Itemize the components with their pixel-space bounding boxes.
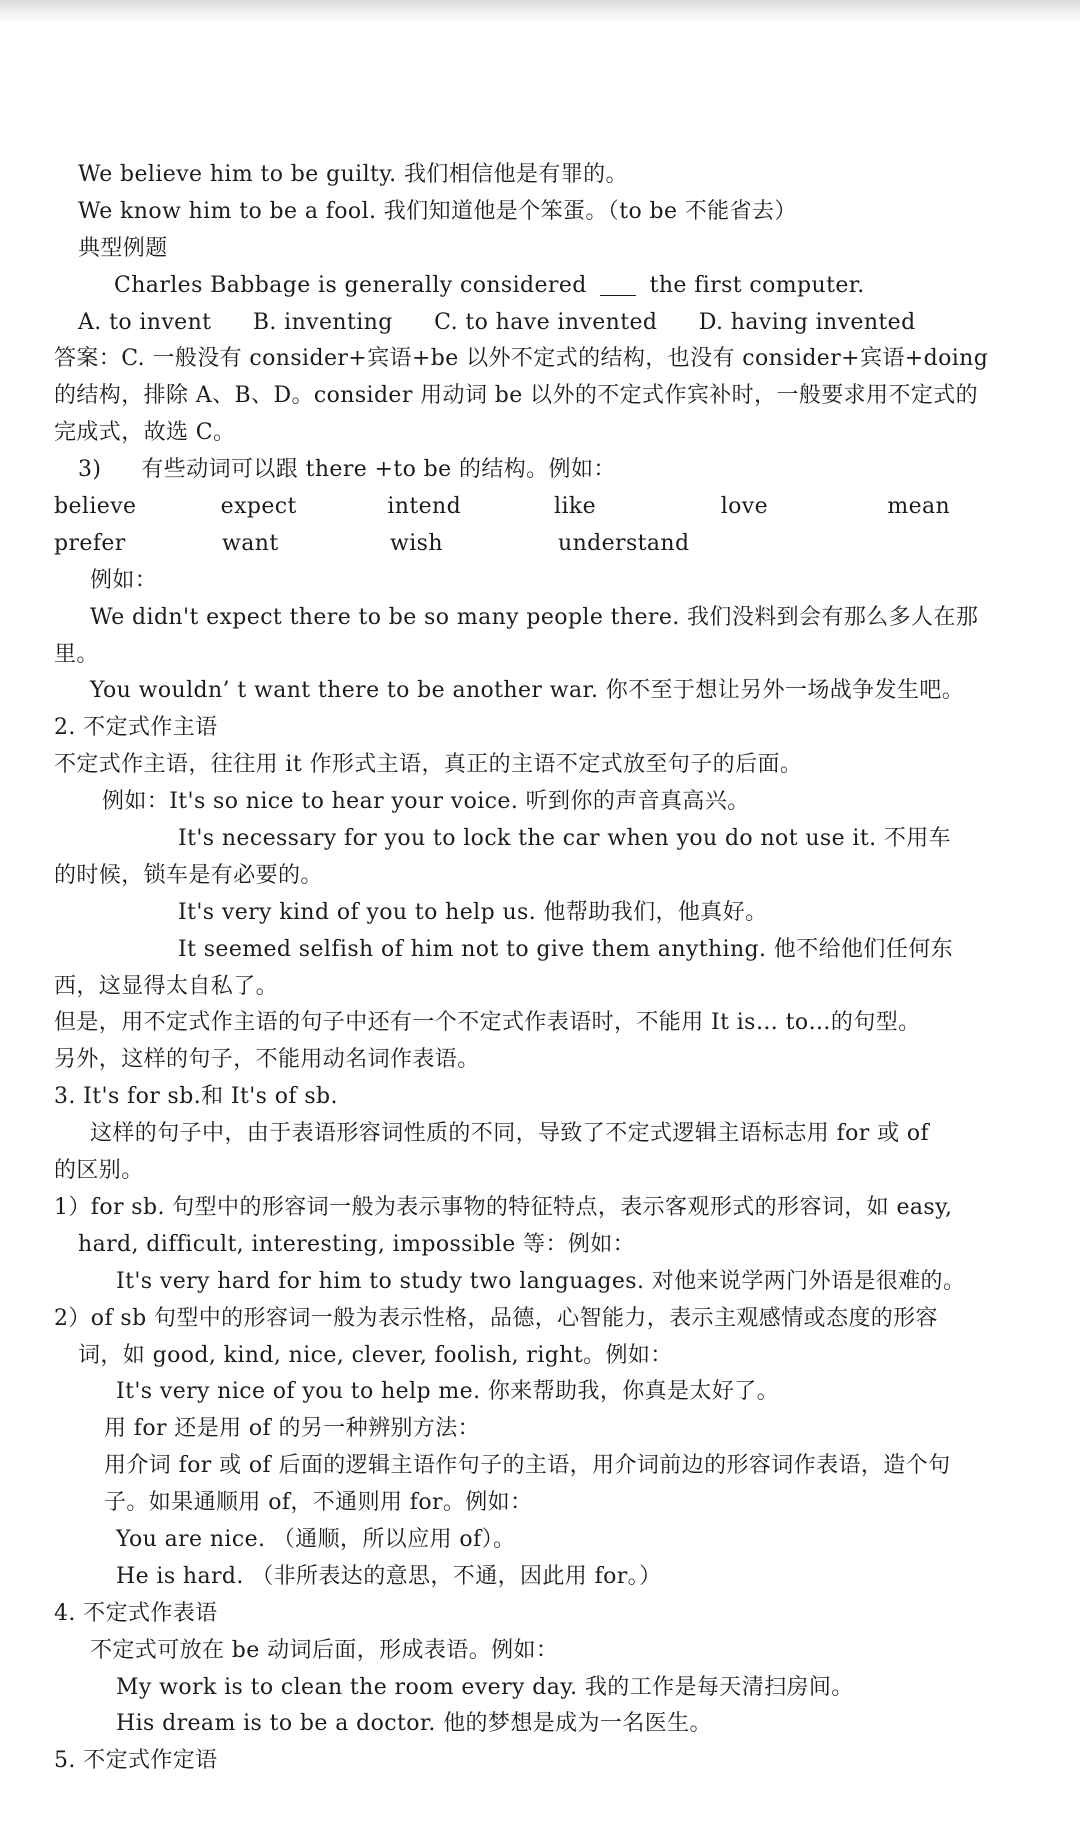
answer-explanation: 完成式，故选 C。 bbox=[54, 420, 236, 446]
example-label: 例如： bbox=[90, 567, 158, 593]
section-heading: 2. 不定式作主语 bbox=[54, 715, 218, 741]
top-shadow bbox=[0, 0, 1080, 22]
option-d: D. having invented bbox=[698, 309, 916, 335]
example-sentence: 西，这显得太自私了。 bbox=[54, 973, 279, 999]
paragraph: 子。如果通顺用 of，不通则用 for。例如： bbox=[104, 1490, 533, 1516]
question-text-start: Charles Babbage is generally considered bbox=[114, 272, 587, 298]
section-heading: 5. 不定式作定语 bbox=[54, 1748, 218, 1774]
rule-item: 词，如 good, kind, nice, clever, foolish, right。例如： bbox=[78, 1342, 673, 1368]
example-sentence: It's very nice of you to help me. 你来帮助我，你真是太好了。 bbox=[116, 1379, 780, 1405]
verb-item: wish bbox=[390, 530, 443, 556]
paragraph: 不定式可放在 be 动词后面，形成表语。例如： bbox=[90, 1637, 559, 1663]
example-sentence: It's very kind of you to help us. 他帮助我们，他真好。 bbox=[178, 899, 768, 925]
example-sentence: We know him to be a fool. 我们知道他是个笨蛋。（to be 不能省去） bbox=[78, 198, 797, 224]
verb-list bbox=[54, 526, 1054, 563]
document-page bbox=[54, 157, 1054, 1780]
verb-item: want bbox=[222, 530, 279, 556]
example-sentence: We didn't expect there to be so many people there. 我们没料到会有那么多人在那 bbox=[90, 604, 979, 630]
section-label: 典型例题 bbox=[78, 235, 168, 261]
verb-item: intend bbox=[387, 494, 462, 520]
verb-list bbox=[54, 489, 1054, 526]
verb-item: understand bbox=[558, 530, 690, 556]
paragraph: 但是，用不定式作主语的句子中还有一个不定式作表语时，不能用 It is… to…的句型。 bbox=[54, 1010, 921, 1036]
option-a: A. to invent bbox=[78, 309, 212, 335]
paragraph: 不定式作主语，往往用 it 作形式主语，真正的主语不定式放至句子的后面。 bbox=[54, 752, 803, 778]
point-text: 有些动词可以跟 there +to be 的结构。例如： bbox=[141, 457, 616, 483]
example-sentence: His dream is to be a doctor. 他的梦想是成为一名医生。 bbox=[116, 1711, 712, 1737]
option-c: C. to have invented bbox=[434, 309, 658, 335]
section-heading: 3. It's for sb.和 It's of sb. bbox=[54, 1084, 338, 1110]
example-sentence: It's necessary for you to lock the car when you do not use it. 不用车 bbox=[178, 826, 952, 852]
example-sentence: My work is to clean the room every day. 我的工作是每天清扫房间。 bbox=[116, 1674, 854, 1700]
paragraph: 用介词 for 或 of 后面的逻辑主语作句子的主语，用介词前边的形容词作表语，造个句 bbox=[104, 1453, 951, 1479]
answer-explanation: 的结构，排除 A、B、D。consider 用动词 be 以外的不定式作宾补时，一般要求用不定式的 bbox=[54, 383, 979, 409]
example-sentence: It seemed selfish of him not to give them anything. 他不给他们任何东 bbox=[178, 936, 953, 962]
example-sentence: He is hard. （非所表达的意思，不通，因此用 for。） bbox=[116, 1563, 662, 1589]
example-sentence: We believe him to be guilty. 我们相信他是有罪的。 bbox=[78, 162, 628, 187]
verb-item: expect bbox=[220, 494, 297, 520]
paragraph: 的区别。 bbox=[54, 1158, 144, 1184]
verb-item: like bbox=[554, 494, 597, 520]
rule-item: hard, difficult, interesting, impossible 等：例如： bbox=[78, 1231, 636, 1257]
answer-blank bbox=[600, 275, 636, 296]
example-sentence: You are nice. （通顺，所以应用 of）。 bbox=[116, 1526, 516, 1552]
verb-item: prefer bbox=[54, 530, 126, 556]
point-number: 3) bbox=[78, 457, 102, 483]
paragraph: 另外，这样的句子，不能用动名词作表语。 bbox=[54, 1047, 480, 1073]
rule-item: 2）of sb 句型中的形容词一般为表示性格，品德，心智能力，表示主观感情或态度的形容 bbox=[54, 1305, 938, 1331]
example-sentence: You wouldn’ t want there to be another war. 你不至于想让另外一场战争发生吧。 bbox=[90, 678, 965, 704]
example-sentence: 的时候，锁车是有必要的。 bbox=[54, 862, 323, 888]
option-b: B. inventing bbox=[252, 309, 393, 335]
answer-explanation: 答案：C. 一般没有 consider+宾语+be 以外不定式的结构，也没有 consider+宾语+doing bbox=[54, 346, 989, 372]
verb-item: believe bbox=[54, 494, 137, 520]
paragraph: 这样的句子中，由于表语形容词性质的不同，导致了不定式逻辑主语标志用 for 或 of bbox=[90, 1121, 930, 1147]
question-text-end: the first computer. bbox=[649, 272, 865, 298]
verb-item: mean bbox=[887, 494, 951, 520]
example-sentence: It's very hard for him to study two languages. 对他来说学两门外语是很难的。 bbox=[116, 1268, 966, 1294]
paragraph: 用 for 还是用 of 的另一种辨别方法： bbox=[104, 1416, 481, 1442]
example-sentence: 例如：It's so nice to hear your voice. 听到你的声音真高兴。 bbox=[102, 789, 750, 815]
verb-item: love bbox=[720, 494, 769, 520]
section-heading: 4. 不定式作表语 bbox=[54, 1600, 218, 1626]
question-stem bbox=[54, 268, 1054, 305]
rule-item: 1）for sb. 句型中的形容词一般为表示事物的特征特点，表示客观形式的形容词，如 easy, bbox=[54, 1194, 953, 1220]
point-heading bbox=[54, 452, 1054, 489]
answer-options bbox=[54, 305, 1054, 342]
example-sentence: 里。 bbox=[54, 641, 99, 667]
